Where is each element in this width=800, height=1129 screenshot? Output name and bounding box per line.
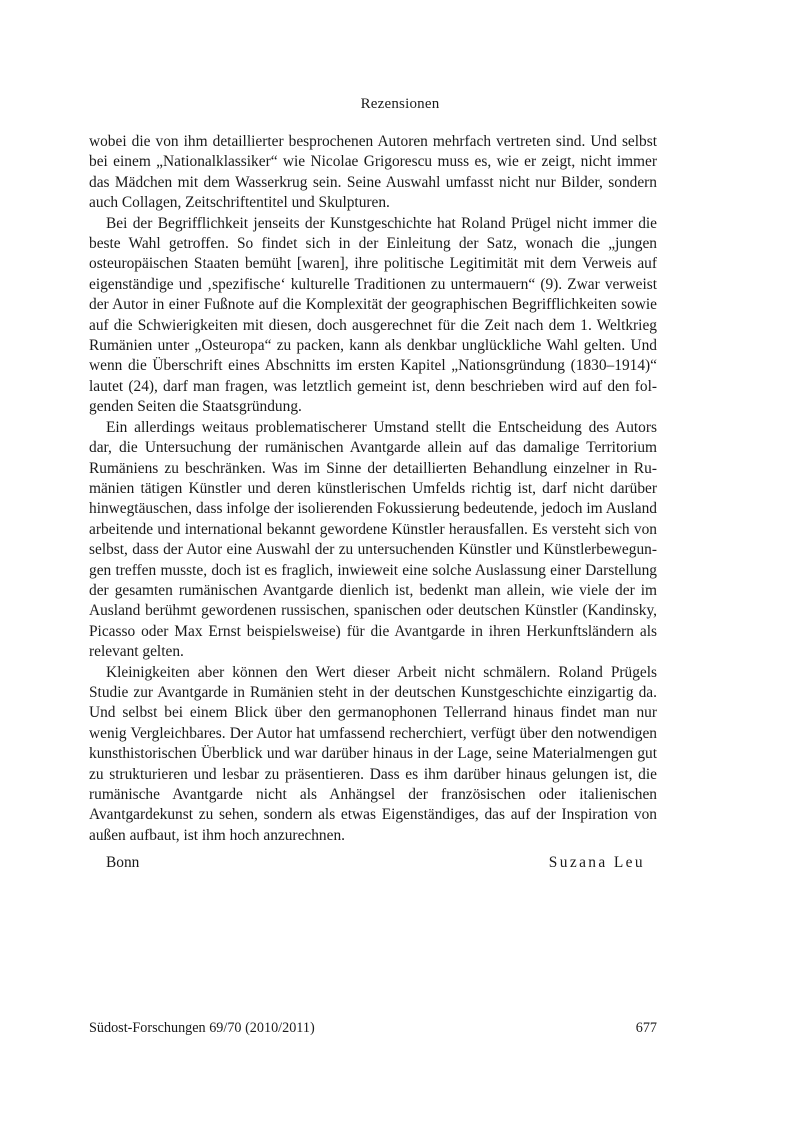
paragraph-conclusion: Kleinigkeiten aber können den Wert dieser Arbeit nicht schmälern. Roland Prügels Studie zur Avantgarde in Rumänien steht in der deutschen Kunstgeschichte einzigartig da. Und selbst bei einem Blick über den germanophonen Tellerrand hinaus findet man nur wenig Vergleichbares. Der Autor hat umfassend recherchiert, verfügt über den notwendigen kunsthistorischen Überblick und war darüber hinaus in der Lage, seine Materialmengen gut zu strukturieren und lesbar zu präsentieren. Dass es ihm darüber hinaus gelungen ist, die rumänische Avantgarde nicht als Anhängsel der französischen oder italienischen Avantgardekunst zu sehen, sondern als etwas Eigenständiges, das auf der Inspiration von außen aufbaut, ist ihm hoch anzurechnen. [89, 663, 657, 844]
signature-author: Suzana Leu [548, 854, 645, 871]
paragraph-continuation: wobei die von ihm detaillierter besprochenen Autoren mehrfach vertreten sind. Und selbst bei einem „Nationalklassiker“ wie Nicolae Grigorescu muss es, wie er zeigt, nicht immer das Mädchen mit dem Wasserkrug sein. Seine Auswahl umfasst nicht nur Bilder, sondern auch Collagen, Zeitschriftentitel und Skulpturen. [89, 133, 657, 212]
journal-citation: Südost-Forschungen 69/70 (2010/2011) [89, 1020, 315, 1036]
paragraph-terminology: Bei der Begrifflichkeit jenseits der Kunstgeschichte hat Roland Prügel nicht immer die beste Wahl getroffen. So findet sich in der Einleitung der Satz, wonach die „jungen osteuropäischen Staaten bemüht [waren], ihre politische Legitimität mit dem Verweis auf eigenständige und ‚spezifische‘ kulturelle Traditionen zu untermauern“ (9). Zwar verweist der Autor in einer Fußnote auf die Komplexität der geographischen Begrifflichkeiten sowie auf die Schwierigkeiten mit diesen, doch ausgerechnet für die Zeit nach dem 1. Weltkrieg Rumänien unter „Osteuropa“ zu packen, kann als denkbar unglückliche Wahl gelten. Und wenn die Überschrift eines Abschnitts im ersten Kapitel „Nationsgründung (1830–1914)“ lautet (24), darf man fragen, was letztlich gemeint ist, denn beschrieben wird auf den folgenden Seiten die Staatsgründung. [89, 214, 657, 416]
page-number: 677 [635, 1020, 657, 1036]
running-header: Rezensionen [360, 96, 440, 112]
signature-place: Bonn [106, 854, 140, 871]
paragraph-territory: Ein allerdings weitaus problematischerer Umstand stellt die Entscheidung des Autors dar, die Untersuchung der rumänischen Avantgarde allein auf das damalige Territorium Rumäniens zu beschränken. Was im Sinne der detaillierten Behandlung einzelner in Rumänien tätigen Künstler und deren künstlerischen Umfelds richtig ist, darf nicht darüber hinwegtäuschen, dass infolge der isolierenden Fokussierung bedeutende, jedoch im Ausland arbeitende und international bekannt gewordene Künstler herausfallen. Es versteht sich von selbst, dass der Autor eine Auswahl der zu untersuchenden Künstler und Künstlerbewegungen treffen musste, doch ist es fraglich, inwieweit eine solche Auslassung einer Darstellung der gesamten rumänischen Avantgarde dienlich ist, bedenkt man allein, wie viele der im Ausland berühmt gewordenen russischen, spanischen oder deutschen Künstler (Kandinsky, Picasso oder Max Ernst beispielsweise) für die Avantgarde in ihren Herkunftsländern als relevant gelten. [89, 418, 657, 661]
review-body [89, 132, 657, 846]
